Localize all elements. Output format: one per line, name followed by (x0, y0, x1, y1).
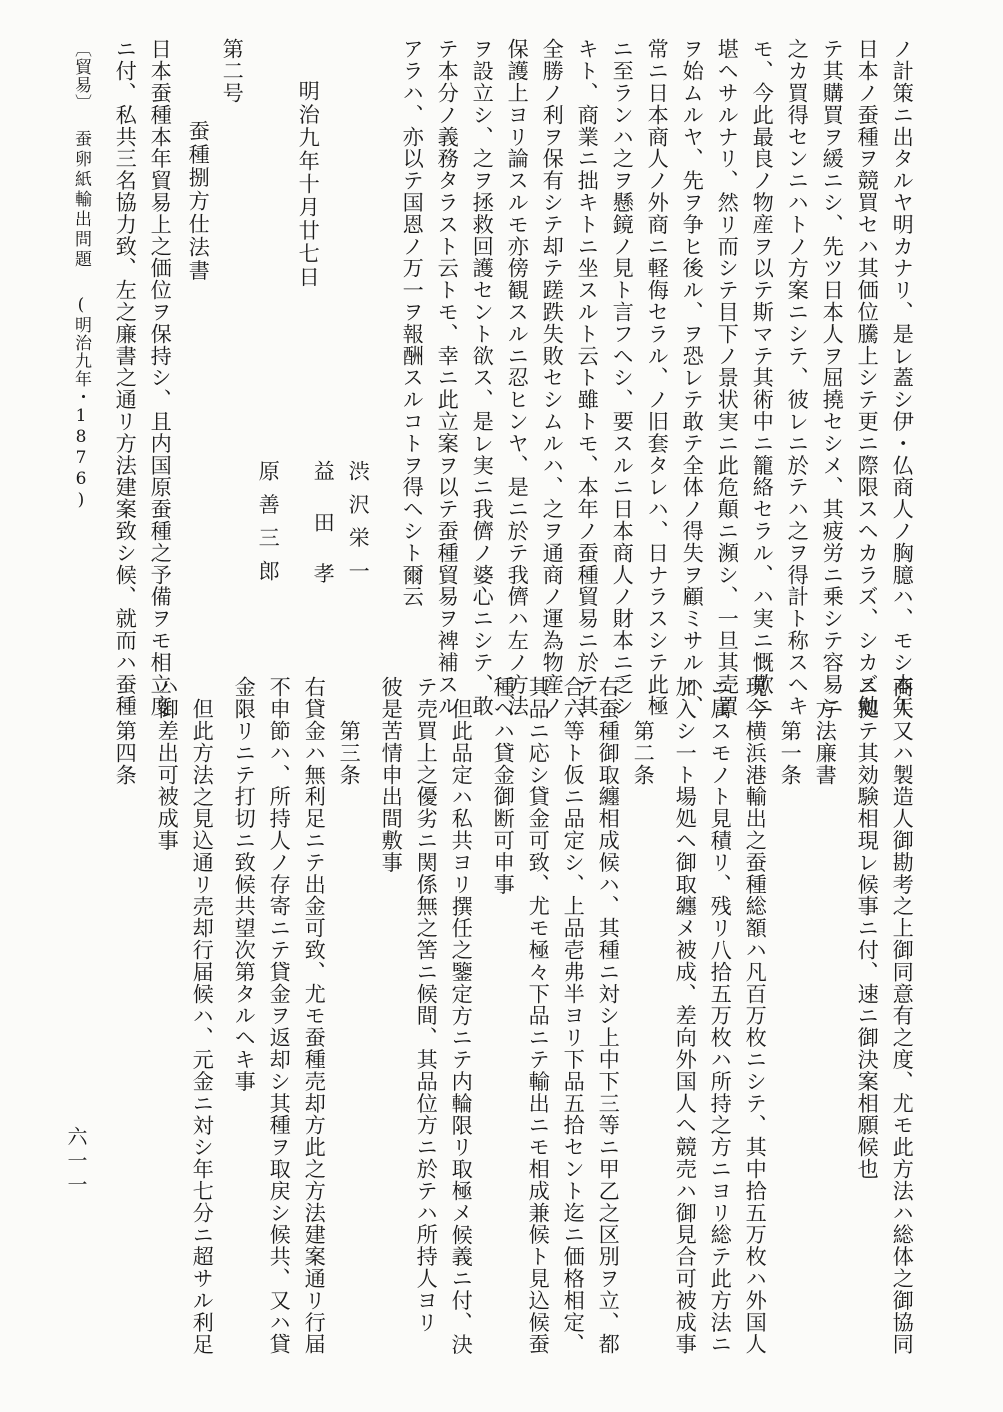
body-line: ヲ設立シ、之ヲ拯救回護セント欲ス、是レ実ニ我儕ノ婆心ニシテ、敢 (470, 38, 496, 717)
body-line: テ其購買ヲ緩ニシ、先ツ日本人ヲ屈撓セシメ、其疲労ニ乗シテ容易ニ (820, 38, 846, 717)
body-line: 合六等ト仮ニ品定シ、上品壱弗半ヨリ下品五拾セント迄ニ価格相定、 (561, 676, 587, 1355)
body-line: ノ計策ニ出タルヤ明カナリ、是レ蓋シ伊・仏商人ノ胸臆ハ、モシ本年 (890, 38, 916, 717)
date-line: 明治九年十月廿七日 (296, 80, 322, 289)
body-line: 商人又ハ製造人御勘考之上御同意有之度、尤モ此方法ハ総体之御協同 (890, 676, 916, 1355)
signer-name: 原善三郎 (256, 460, 282, 593)
document-title: 蚕種捌方仕法書 (186, 120, 212, 283)
article-heading: 第二条 (631, 720, 657, 786)
body-line: 種ヘハ貸金御断可申事 (491, 676, 517, 895)
body-line: モ、今此最良ノ物産ヲ以テ斯マテ其術中ニ籠絡セラル、ハ実ニ慨歎ニ (750, 38, 776, 717)
article-heading: 第一条 (778, 720, 804, 786)
body-line: 彼是苦情申出間敷事 (379, 676, 405, 874)
body-line: ニ属スモノト見積リ、残リ八拾五万枚ハ所持之方ニヨリ総テ此方法ニ (708, 676, 734, 1355)
body-line: ハ御差出可被成事 (155, 676, 181, 852)
body-line: テ本分ノ義務タラスト云トモ、幸ニ此立案ヲ以テ蚕種貿易ヲ裨補スル (435, 38, 461, 717)
page-number: 六一一 (64, 1126, 88, 1198)
body-line: 保護上ヨリ論スルモ亦傍観スルニ忍ヒンヤ、是ニ於テ我儕ハ左ノ方法 (505, 38, 531, 717)
body-line: 不申節ハ、所持人ノ存寄ニテ貸金ヲ返却シ其種ヲ取戻シ候共、又ハ貸 (267, 676, 293, 1355)
body-line: ニ至ランハ之ヲ懸鏡ノ見ト言フヘシ、要スルニ日本商人ノ財本ニ乏シ (610, 38, 636, 717)
body-line: 堪ヘサルナリ、然リ而シテ目下ノ景状実ニ此危顛ニ瀕シ、一旦其売買 (715, 38, 741, 717)
section-heading: 方法廉書 (813, 698, 839, 786)
body-line: 日本ノ蚕種ヲ競買セハ其価位騰上シテ更ニ際限スヘカラズ、シカズ勉 (855, 38, 881, 717)
body-line: 現今横浜港輸出之蚕種総額ハ凡百万枚ニシテ、其中拾五万枚ハ外国人 (743, 676, 769, 1355)
body-line: 右蚕種御取纏相成候ハ、其種ニ対シ上中下三等ニ甲乙之区別ヲ立、都 (596, 676, 622, 1355)
article-heading: 第四条 (113, 720, 139, 786)
body-line: 全勝ノ利ヲ保有シテ却テ蹉跌失敗セシムルハ、之ヲ通商ノ運為物産ノ (540, 38, 566, 717)
body-line: ニ拠テ其効験相現レ候事ニ付、速ニ御決案相願候也 (855, 676, 881, 1180)
body-line: 常ニ日本商人ノ外商ニ軽侮セラル、ノ旧套タレハ、日ナラスシテ此極 (645, 38, 671, 717)
body-line: テ売買上之優劣ニ関係無之筈ニ候間、其品位方ニ於テハ所持人ヨリ (414, 676, 440, 1333)
body-line: アラハ、亦以テ国恩ノ万一ヲ報酬スルコトヲ得ヘシト爾云 (400, 38, 426, 608)
signer-name: 益田孝 (311, 460, 337, 614)
body-line: 之カ買得センニハトノ方案ニシテ、彼レニ於テハ之ヲ得計ト称スヘキ (785, 38, 811, 717)
body-line: ヲ始ムルヤ、先ヲ争ヒ後ル、ヲ恐レテ敢テ全体ノ得失ヲ顧ミサルハ、 (680, 38, 706, 717)
body-line: ニ付、私共三名協力致、左之廉書之通リ方法建案致シ候、就而ハ蚕種 (113, 38, 139, 717)
running-head-category: 〔貿易〕 (71, 40, 91, 112)
body-line: 右貸金ハ無利足ニテ出金可致、尤モ蚕種売却方此之方法建案通リ行届 (302, 676, 328, 1355)
body-line: キト、商業ニ拙キトニ坐スルト云ト雖トモ、本年ノ蚕種貿易ニ於テ其 (575, 38, 601, 717)
section-number: 第二号 (220, 38, 246, 104)
body-line: 金限リニテ打切ニ致候共望次第タルヘキ事 (232, 676, 258, 1093)
article-heading: 第三条 (337, 720, 363, 786)
proviso-line: 但此品定ハ私共ヨリ撰任之鑒定方ニテ内輪限リ取極メ候義ニ付、決 (449, 698, 475, 1355)
signer-name: 渋沢栄一 (346, 460, 372, 593)
body-line: 日本蚕種本年貿易上之価位ヲ保持シ、且内国原蚕種之予備ヲモ相立度 (148, 38, 174, 717)
running-head-title: 蚕卵紙輸出問題 (71, 130, 91, 270)
proviso-line: 但此方法之見込通リ売却行届候ハ、元金ニ対シ年七分ニ超サル利足 (190, 698, 216, 1355)
body-line: 其品ニ応シ貸金可致、尤モ極々下品ニテ輸出ニモ相成兼候ト見込候蚕 (526, 676, 552, 1355)
body-line: 加入シ一ト場処ヘ御取纏メ被成、差向外国人ヘ競売ハ御見合可被成事 (673, 676, 699, 1355)
running-head-era: (明治九年・1876) (71, 295, 91, 511)
